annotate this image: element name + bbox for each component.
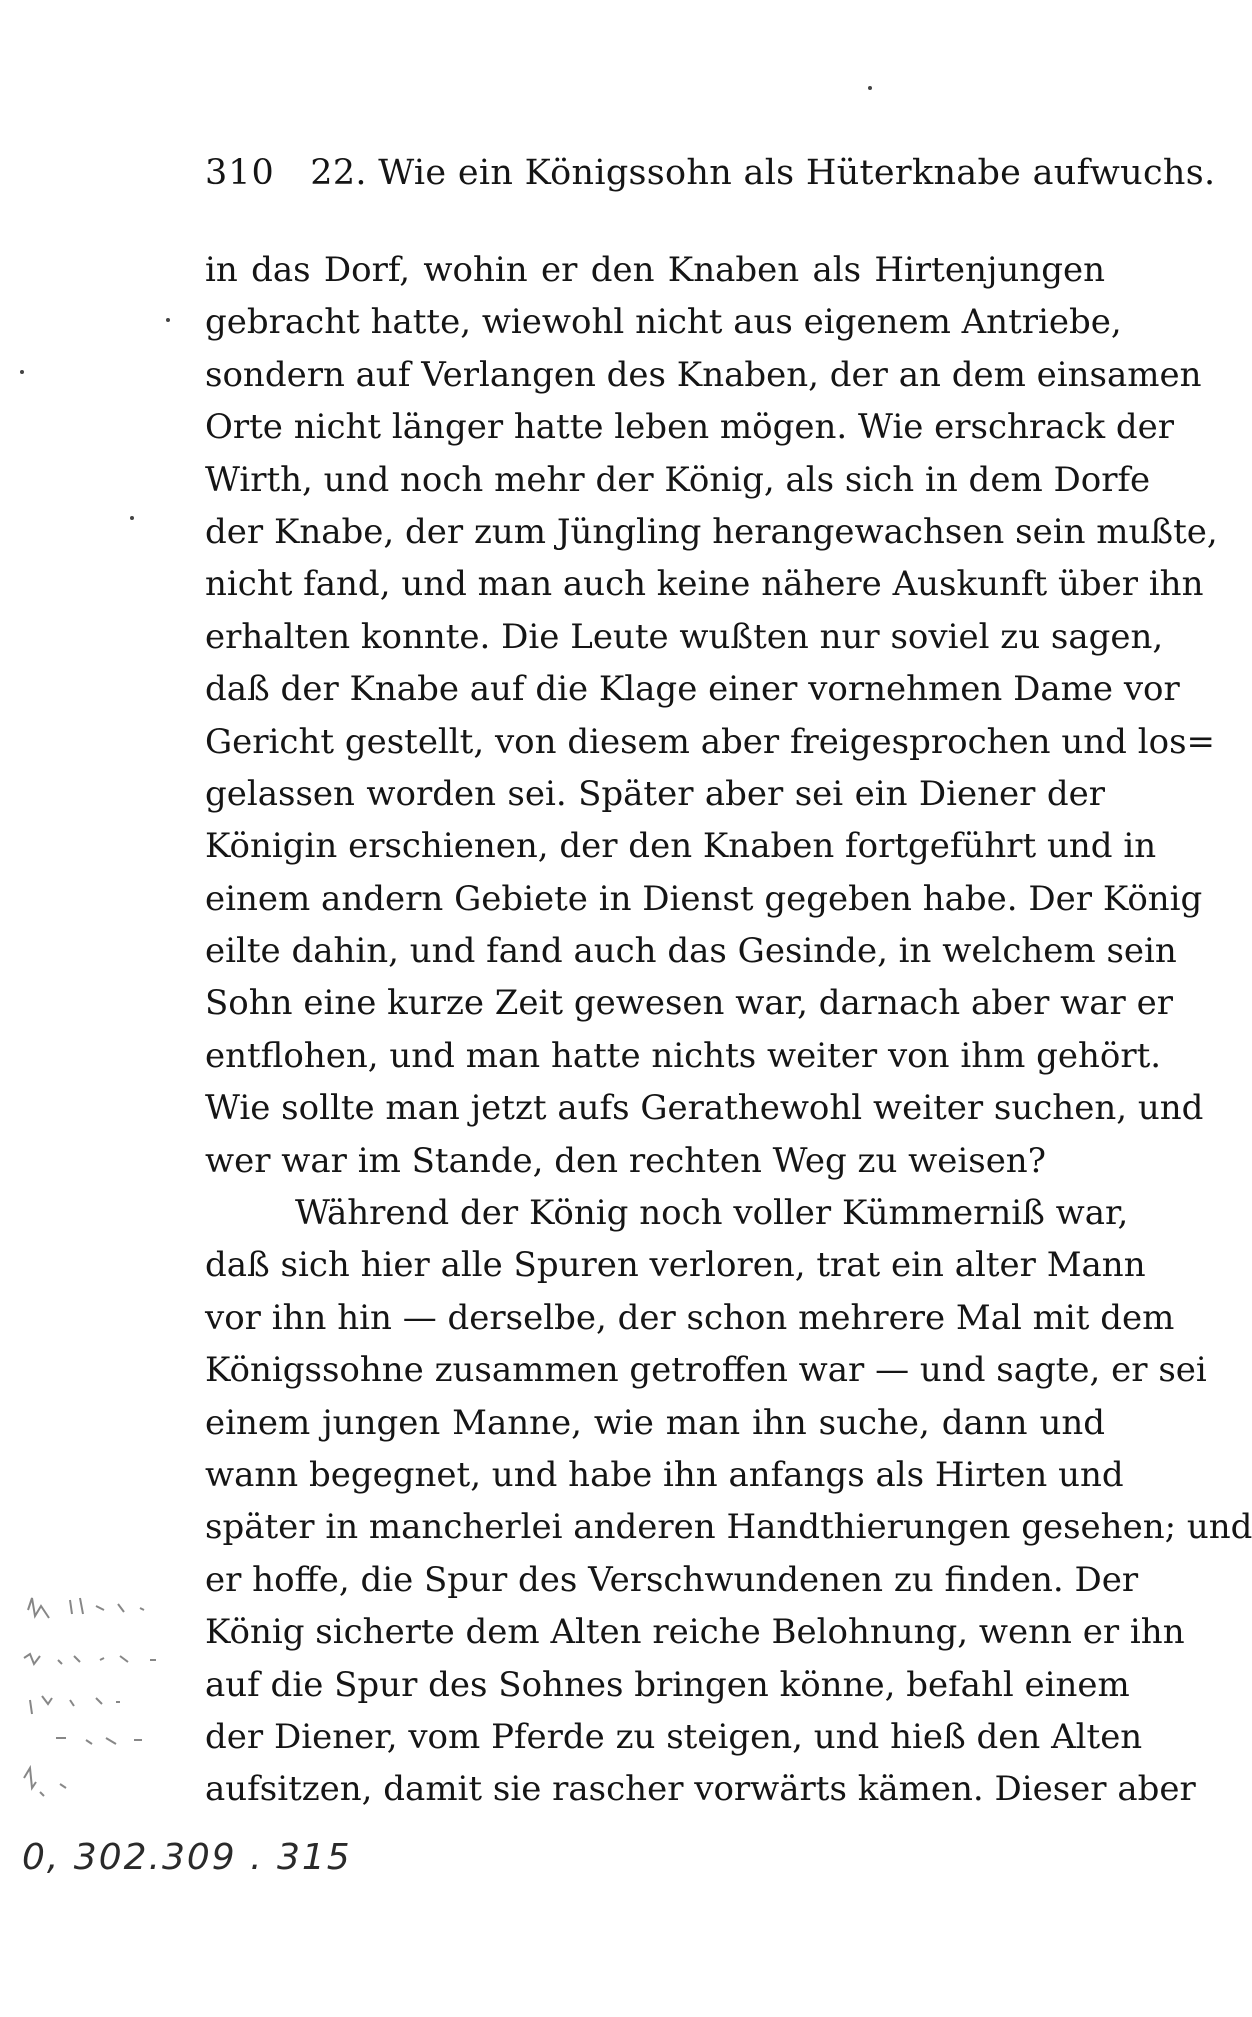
text-line: Wirth, und noch mehr der König, als sich in dem Dorfe bbox=[205, 459, 1151, 500]
text-line: nicht fand, und man auch keine nähere Auskunft über ihn bbox=[205, 564, 1204, 605]
scan-speck bbox=[868, 86, 872, 90]
text-line: vor ihn hin — derselbe, der schon mehrere Mal mit dem bbox=[205, 1297, 1175, 1338]
text-line: eilte dahin, und fand auch das Gesinde, in welchem sein bbox=[205, 931, 1177, 972]
text-line: einem jungen Manne, wie man ihn suche, dann und bbox=[205, 1402, 1105, 1443]
text-line: Wie sollte man jetzt aufs Gerathewohl weiter suchen, und bbox=[205, 1088, 1204, 1129]
text-line: Königin erschienen, der den Knaben fortgeführt und in bbox=[205, 826, 1157, 867]
page-number: 310 bbox=[205, 153, 275, 193]
text-line: wann begegnet, und habe ihn anfangs als Hirten und bbox=[205, 1454, 1124, 1495]
text-line: der Diener, vom Pferde zu steigen, und hieß den Alten bbox=[205, 1716, 1143, 1757]
text-line: gebracht hatte, wiewohl nicht aus eigenem Antriebe, bbox=[205, 302, 1122, 343]
text-line: Gericht gestellt, von diesem aber freigesprochen und los= bbox=[205, 721, 1216, 762]
text-line: auf die Spur des Sohnes bringen könne, befahl einem bbox=[205, 1664, 1130, 1705]
text-line: daß sich hier alle Spuren verloren, trat ein alter Mann bbox=[205, 1245, 1146, 1286]
text-line: einem andern Gebiete in Dienst gegeben habe. Der König bbox=[205, 878, 1203, 919]
text-line: daß der Knabe auf die Klage einer vornehmen Dame vor bbox=[205, 669, 1180, 710]
text-line: erhalten konnte. Die Leute wußten nur soviel zu sagen, bbox=[205, 616, 1164, 657]
text-line-paragraph-start: Während der König noch voller Kümmerniß war, bbox=[295, 1193, 1129, 1234]
text-line: später in mancherlei anderen Handthierungen gesehen; und bbox=[205, 1507, 1252, 1548]
text-line: König sicherte dem Alten reiche Belohnung, wenn er ihn bbox=[205, 1612, 1185, 1653]
text-line: gelassen worden sei. Später aber sei ein Diener der bbox=[205, 773, 1105, 814]
scan-speck bbox=[20, 370, 24, 374]
text-line: entflohen, und man hatte nichts weiter von ihm gehört. bbox=[205, 1035, 1162, 1076]
text-line: sondern auf Verlangen des Knaben, der an dem einsamen bbox=[205, 354, 1202, 395]
running-header bbox=[205, 150, 1216, 196]
scan-speck bbox=[166, 318, 170, 322]
chapter-title: 22. Wie ein Königssohn als Hüterknabe aufwuchs. bbox=[310, 153, 1216, 193]
pencil-annotation: 0, 302.309 . 315 bbox=[22, 1837, 352, 1878]
text-line: aufsitzen, damit sie rascher vorwärts kämen. Dieser aber bbox=[205, 1769, 1196, 1810]
text-line: in das Dorf, wohin er den Knaben als Hirtenjungen bbox=[205, 250, 1105, 290]
text-line: wer war im Stande, den rechten Weg zu weisen? bbox=[205, 1140, 1046, 1181]
text-line: er hoffe, die Spur des Verschwundenen zu finden. Der bbox=[205, 1559, 1139, 1600]
text-line: der Knabe, der zum Jüngling herangewachsen sein mußte, bbox=[205, 511, 1218, 552]
text-line: Orte nicht länger hatte leben mögen. Wie erschrack der bbox=[205, 407, 1175, 448]
scan-speck bbox=[130, 516, 134, 520]
text-line: Königssohne zusammen getroffen war — und sagte, er sei bbox=[205, 1350, 1207, 1391]
text-line: Sohn eine kurze Zeit gewesen war, darnach aber war er bbox=[205, 983, 1173, 1024]
